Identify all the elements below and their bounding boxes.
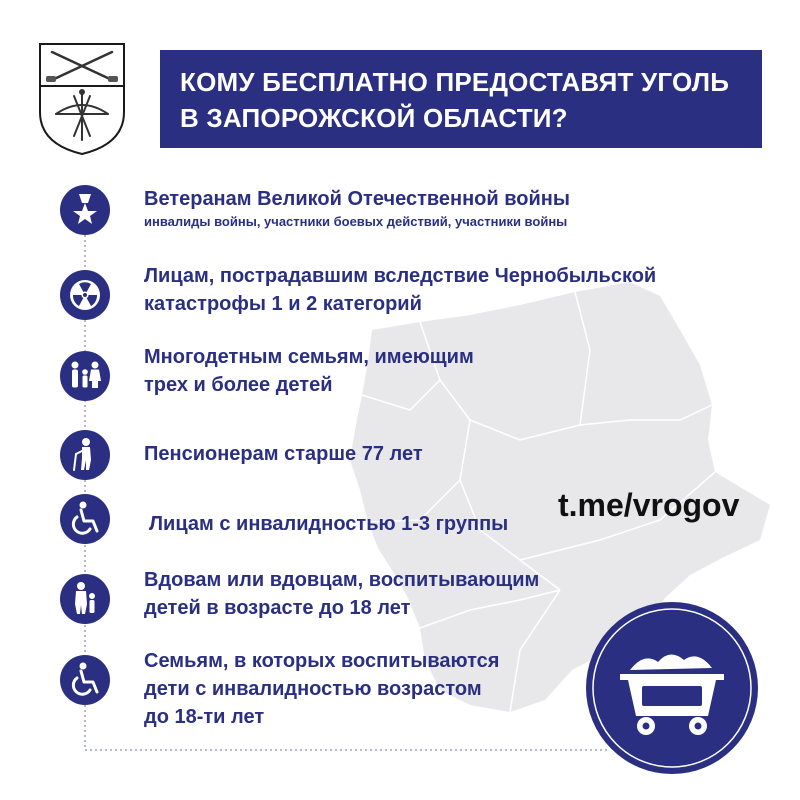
telegram-link-watermark: t.me/vrogov [558, 487, 740, 523]
category-line-1: Лицам с инвалидностью 1-3 группы [149, 513, 509, 535]
category-line-3: до 18-ти лет [144, 706, 265, 728]
parent-child-icon [60, 574, 110, 624]
title-line-2: В ЗАПОРОЖСКОЙ ОБЛАСТИ? [180, 103, 568, 133]
category-line-1: Семьям, в которых воспитываются [144, 650, 500, 672]
radiation-icon [60, 270, 110, 320]
category-line-2: катастрофы 1 и 2 категорий [144, 293, 422, 315]
elderly-person-icon [60, 430, 110, 480]
category-title: Ветеранам Великой Отечественной войны [144, 188, 570, 210]
category-line-1: Лицам, пострадавшим вследствие Чернобыльской [144, 265, 657, 287]
family-icon [60, 351, 110, 401]
title-line-1: КОМУ БЕСПЛАТНО ПРЕДОСТАВЯТ УГОЛЬ [180, 67, 730, 97]
category-line-2: дети с инвалидностью возрастом [144, 678, 482, 700]
category-line-2: трех и более детей [144, 374, 333, 396]
category-line-1: Пенсионерам старше 77 лет [144, 443, 423, 465]
category-subtitle: инвалиды войны, участники боевых действий, участники войны [144, 214, 568, 229]
category-line-2: детей в возрасте до 18 лет [144, 597, 411, 619]
category-line-1: Вдовам или вдовцам, воспитывающим [144, 569, 540, 591]
wheelchair-icon [60, 494, 110, 544]
coal-cart-icon [584, 600, 760, 776]
category-line-1: Многодетным семьям, имеющим [144, 346, 474, 368]
wheelchair-icon [60, 655, 110, 705]
veteran-star-medal-icon [60, 185, 110, 235]
